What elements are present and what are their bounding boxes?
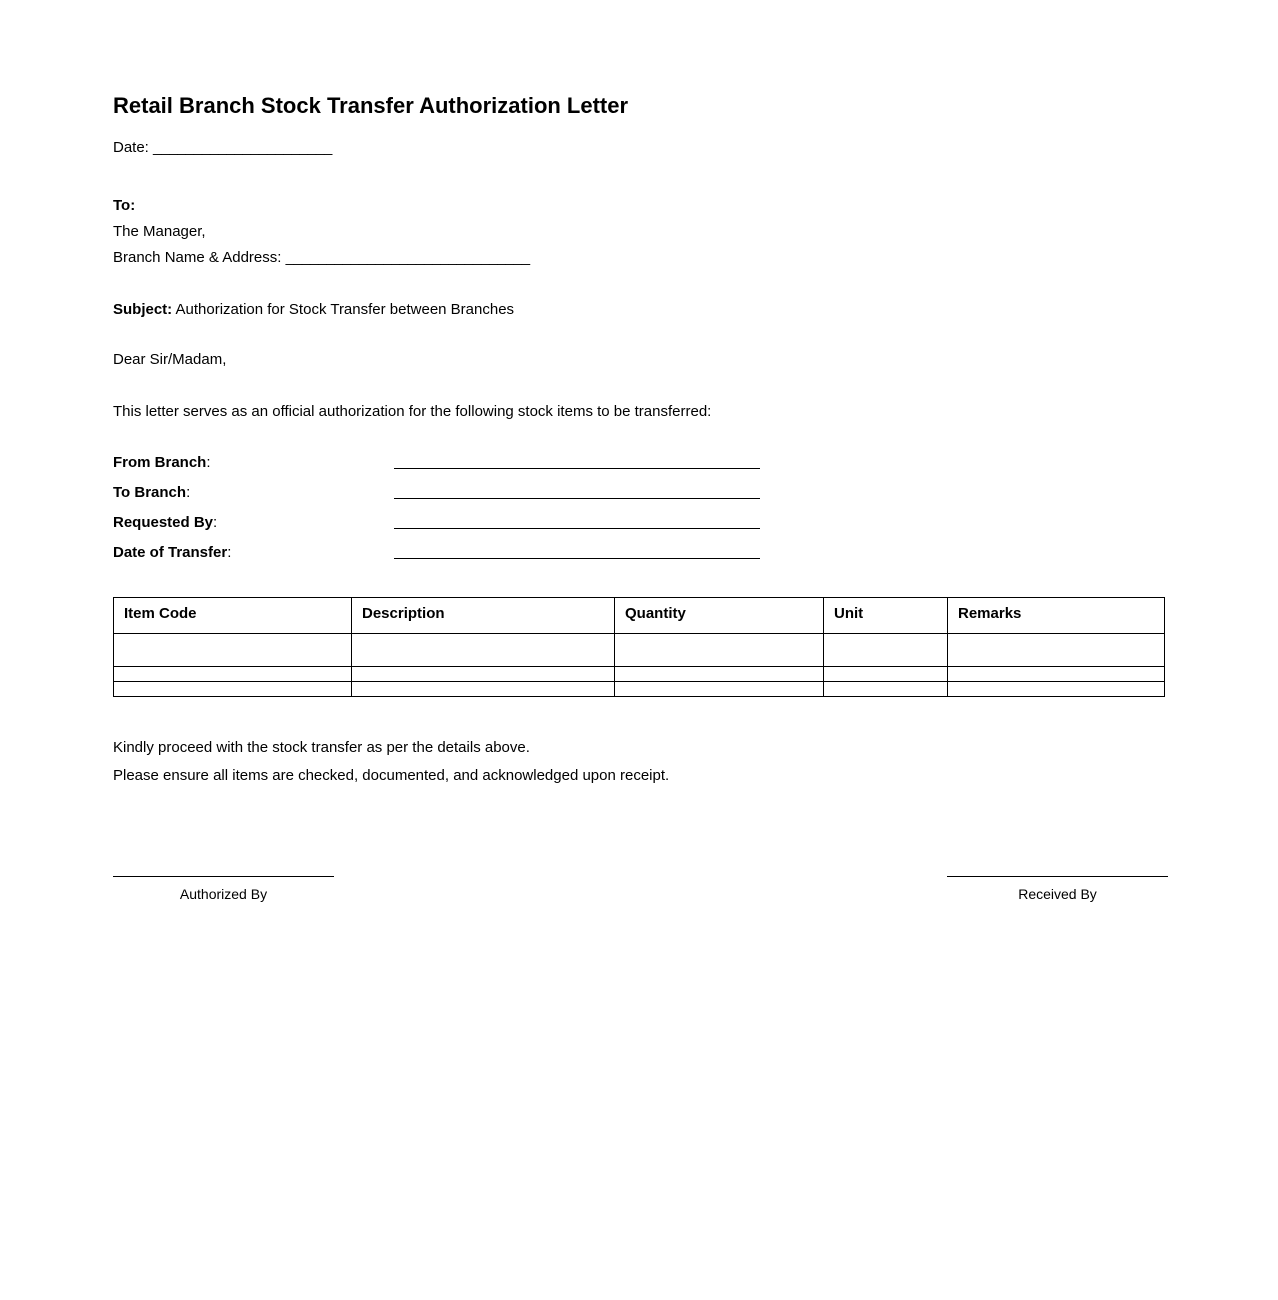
from-branch-input-rule[interactable] [394,468,760,469]
cell-remarks[interactable] [948,634,1165,667]
column-header-item-code: Item Code [114,598,352,634]
cell-remarks[interactable] [948,667,1165,682]
cell-quantity[interactable] [615,682,824,697]
recipient-name: The Manager, [113,223,206,240]
subject-label: Subject: [113,301,173,318]
salutation: Dear Sir/Madam, [113,351,227,368]
intro-paragraph: This letter serves as an official authorization for the following stock items to be transferred: [113,403,712,420]
date-blank-field[interactable]: ______________________ [153,139,333,156]
transfer-details-fields [113,453,1164,573]
cell-item-code[interactable] [114,634,352,667]
signature-authorized-by [113,876,334,903]
requested-by-input-rule[interactable] [394,528,760,529]
cell-quantity[interactable] [615,667,824,682]
subject-text: Authorization for Stock Transfer between Branches [175,301,515,318]
to-branch-input-rule[interactable] [394,498,760,499]
authorized-by-label: Authorized By [179,886,268,902]
table-row [114,634,1165,667]
branch-address-row [113,248,1164,268]
field-row-to-branch [113,483,1164,513]
table-row [114,682,1165,697]
column-header-quantity: Quantity [615,598,824,634]
column-header-unit: Unit [824,598,948,634]
stock-items-table [113,597,1165,697]
requested-by-label: Requested By: [113,514,218,531]
cell-item-code[interactable] [114,667,352,682]
to-heading: To: [113,197,136,214]
cell-description[interactable] [352,682,615,697]
column-header-remarks: Remarks [948,598,1165,634]
cell-unit[interactable] [824,682,948,697]
cell-quantity[interactable] [615,634,824,667]
closing-line-1: Kindly proceed with the stock transfer as per the details above. [113,739,530,756]
cell-remarks[interactable] [948,682,1165,697]
page-title: Retail Branch Stock Transfer Authorization Letter [113,93,629,118]
cell-unit[interactable] [824,667,948,682]
date-of-transfer-input-rule[interactable] [394,558,760,559]
cell-description[interactable] [352,634,615,667]
from-branch-label: From Branch: [113,454,211,471]
column-header-description: Description [352,598,615,634]
branch-address-label: Branch Name & Address: [113,249,282,266]
field-row-requested-by [113,513,1164,543]
date-label: Date: [113,139,149,156]
signature-received-by [947,876,1168,903]
cell-unit[interactable] [824,634,948,667]
date-of-transfer-label: Date of Transfer: [113,544,232,561]
field-row-date-of-transfer [113,543,1164,573]
received-by-signature-line[interactable] [947,876,1168,877]
table-row [114,667,1165,682]
closing-block [113,738,1164,786]
branch-address-blank-field[interactable]: ______________________________ [285,249,530,266]
subject-row [113,300,1164,320]
date-row [113,138,1164,158]
field-row-from-branch [113,453,1164,483]
received-by-label: Received By [1018,886,1097,902]
table-header-row [114,598,1165,634]
signature-block [113,876,1164,926]
to-branch-label: To Branch: [113,484,191,501]
recipient-block [113,196,1164,268]
cell-item-code[interactable] [114,682,352,697]
letter-body [113,92,1164,926]
closing-line-2: Please ensure all items are checked, documented, and acknowledged upon receipt. [113,767,670,784]
authorized-by-signature-line[interactable] [113,876,334,877]
cell-description[interactable] [352,667,615,682]
